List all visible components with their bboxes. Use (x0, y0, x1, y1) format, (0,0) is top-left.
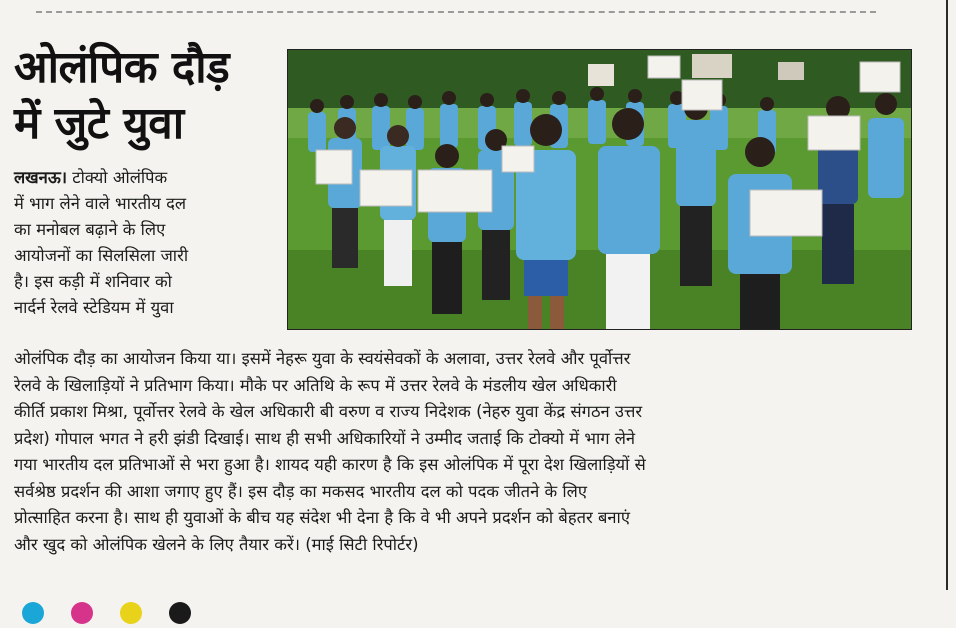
body-line-4: प्रदेश) गोपाल भगत ने हरी झंडी दिखाई। साथ ही सभी अधिकारियों ने उम्मीद जताई कि टोक्यो में भाग लेने (14, 428, 636, 448)
body-line-1: ओलंपिक दौड़ का आयोजन किया या। इसमें नेहरू युवा के स्वयंसेवकों के अलावा, उत्तर रेलवे और पूर्वोत्तर (14, 349, 631, 368)
registration-dot-cyan (22, 602, 44, 624)
body-line-8: और खुद को ओलंपिक खेलने के लिए तैयार करें। (माई सिटी रिपोर्टर) (14, 534, 419, 554)
news-photo (287, 49, 912, 330)
headline-line-1: ओलंपिक दौड़ (14, 42, 230, 93)
headline (14, 40, 282, 152)
top-dashed-divider (36, 11, 876, 13)
lead-line-1-text: टोक्यो ओलंपिक (67, 168, 168, 187)
headline-line-2: में जुटे युवा (14, 98, 184, 149)
lead-paragraph (14, 165, 282, 321)
registration-dot-magenta (71, 602, 93, 624)
photo-of-runners-icon (288, 50, 912, 330)
print-registration-marks (22, 602, 213, 622)
body-line-5: गया भारतीय दल प्रतिभाओं से भरा हुआ है। शायद यही कारण है कि इस ओलंपिक में पूरा देश खिलाड़ियों से (14, 455, 646, 474)
article-body (14, 346, 924, 558)
registration-dot-yellow (120, 602, 142, 624)
lead-line-4: आयोजनों का सिलसिला जारी (14, 246, 189, 265)
body-line-3: कीर्ति प्रकाश मिश्रा, पूर्वोत्तर रेलवे के खेल अधिकारी बी वरुण व राज्य निदेशक (नेहरु युवा केंद्र संगठन उत्तर (14, 402, 643, 421)
body-line-7: प्रोत्साहित करना है। साथ ही युवाओं के बीच यह संदेश भी देना है कि वे भी अपने प्रदर्शन को बेहतर बनाएं (14, 508, 630, 527)
lead-line-5: है। इस कड़ी में शनिवार को (14, 272, 172, 291)
lead-line-6: नार्दर्न रेलवे स्टेडियम में युवा (14, 298, 174, 317)
registration-dot-black (169, 602, 191, 624)
column-rule (946, 0, 948, 590)
lead-line-2: में भाग लेने वाले भारतीय दल (14, 194, 187, 213)
body-line-2: रेलवे के खिलाड़ियों ने प्रतिभाग किया। मौके पर अतिथि के रूप में उत्तर रेलवे के मंडलीय खेल अधिकारी (14, 375, 617, 395)
body-line-6: सर्वश्रेष्ठ प्रदर्शन की आशा जगाए हुए हैं। इस दौड़ का मकसद भारतीय दल को पदक जीतने के लिए (14, 481, 587, 501)
lead-line-3: का मनोबल बढ़ाने के लिए (14, 220, 166, 239)
dateline: लखनऊ। (14, 168, 68, 187)
lead-line-1 (14, 165, 282, 191)
